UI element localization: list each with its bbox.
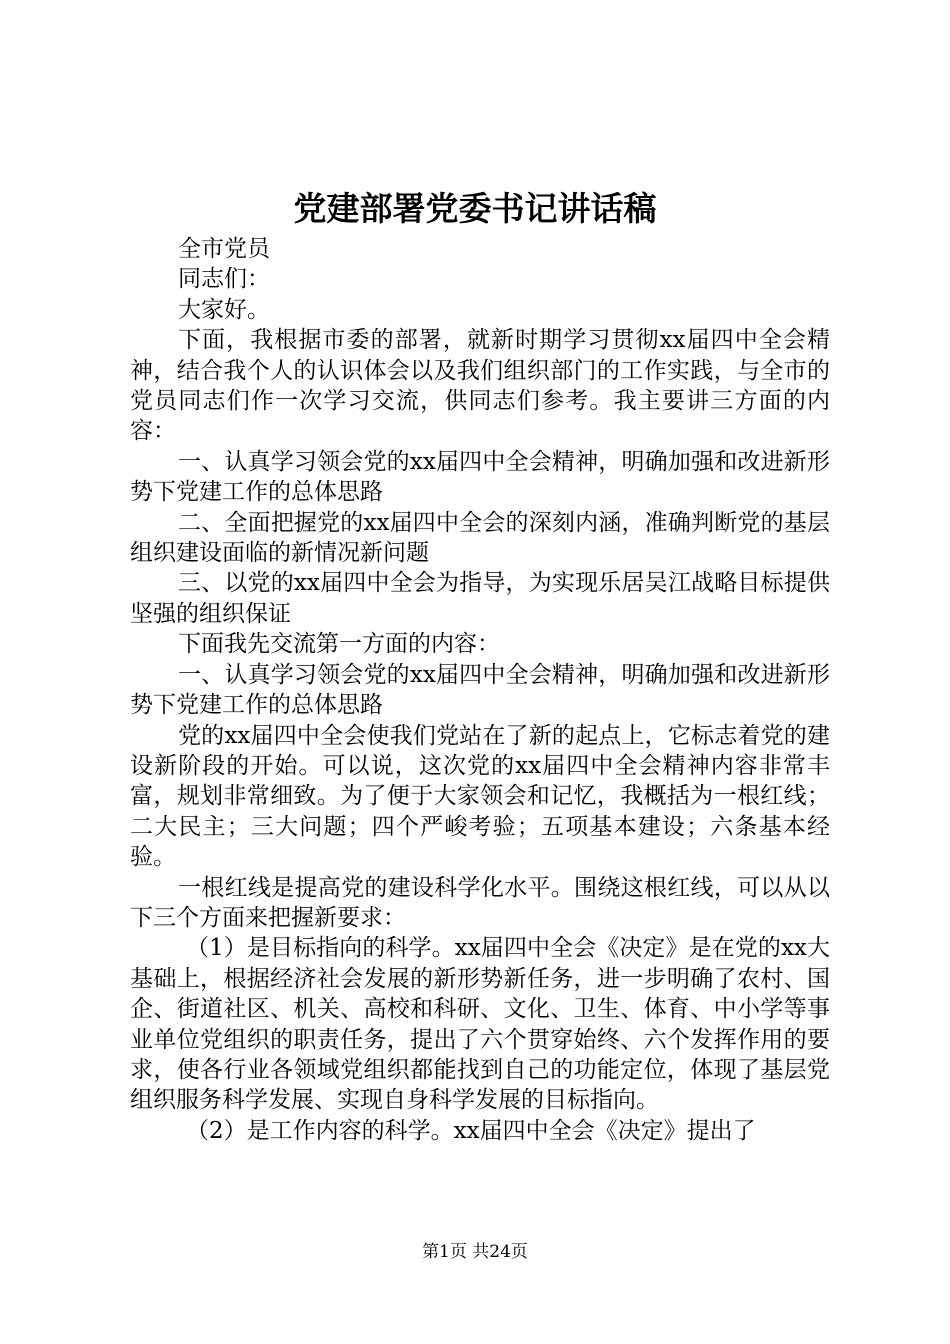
- paragraph: 一根红线是提高党的建设科学化水平。围绕这根红线，可以从以下三个方面来把握新要求：: [130, 874, 830, 931]
- paragraph: 下面我先交流第一方面的内容：: [178, 631, 500, 658]
- paragraph: 大家好。: [178, 296, 270, 323]
- paragraph: 同志们：: [178, 266, 270, 293]
- paragraph: （1）是目标指向的科学。xx届四中全会《决定》是在党的xx大基础上，根据经济社会发展的新形势新任务，进一步明确了农村、国企、街道社区、机关、高校和科研、文化、卫生、体育、中小学等事业单位党组织的职责任务，提出了六个贯穿始终、六个发挥作用的要求，使各行业各领域党组织都能找到自己的功能定位，体现了基层党组织服务科学发展、实现自身科学发展的目标指向。: [130, 935, 830, 1114]
- paragraph: 一、认真学习领会党的xx届四中全会精神，明确加强和改进新形势下党建工作的总体思路: [130, 448, 830, 506]
- document-body: [130, 234, 830, 1146]
- paragraph: 全市党员: [178, 236, 270, 262]
- paragraph: 下面，我根据市委的部署，就新时期学习贯彻xx届四中全会精神，结合我个人的认识体会以及我们组织部门的工作实践，与全市的党员同志们作一次学习交流，供同志们参考。我主要讲三方面的内容：: [130, 327, 830, 445]
- paragraph: 一、认真学习领会党的xx届四中全会精神，明确加强和改进新形势下党建工作的总体思路: [130, 661, 830, 719]
- paragraph: （2）是工作内容的科学。xx届四中全会《决定》提出了: [186, 1117, 756, 1144]
- paragraph: 三、以党的xx届四中全会为指导，为实现乐居吴江战略目标提供坚强的组织保证: [130, 570, 830, 627]
- page-title: 党建部署党委书记讲话稿: [293, 189, 657, 228]
- paragraph: 党的xx届四中全会使我们党站在了新的起点上，它标志着党的建设新阶段的开始。可以说，这次党的xx届四中全会精神内容非常丰富，规划非常细致。为了便于大家领会和记忆，我概括为一根红线；二大民主；三大问题；四个严峻考验；五项基本建设；六条基本经验。: [130, 722, 830, 871]
- paragraph: 二、全面把握党的xx届四中全会的深刻内涵，准确判断党的基层组织建设面临的新情况新问题: [130, 509, 830, 567]
- page-number: 第1页 共24页: [422, 1242, 528, 1262]
